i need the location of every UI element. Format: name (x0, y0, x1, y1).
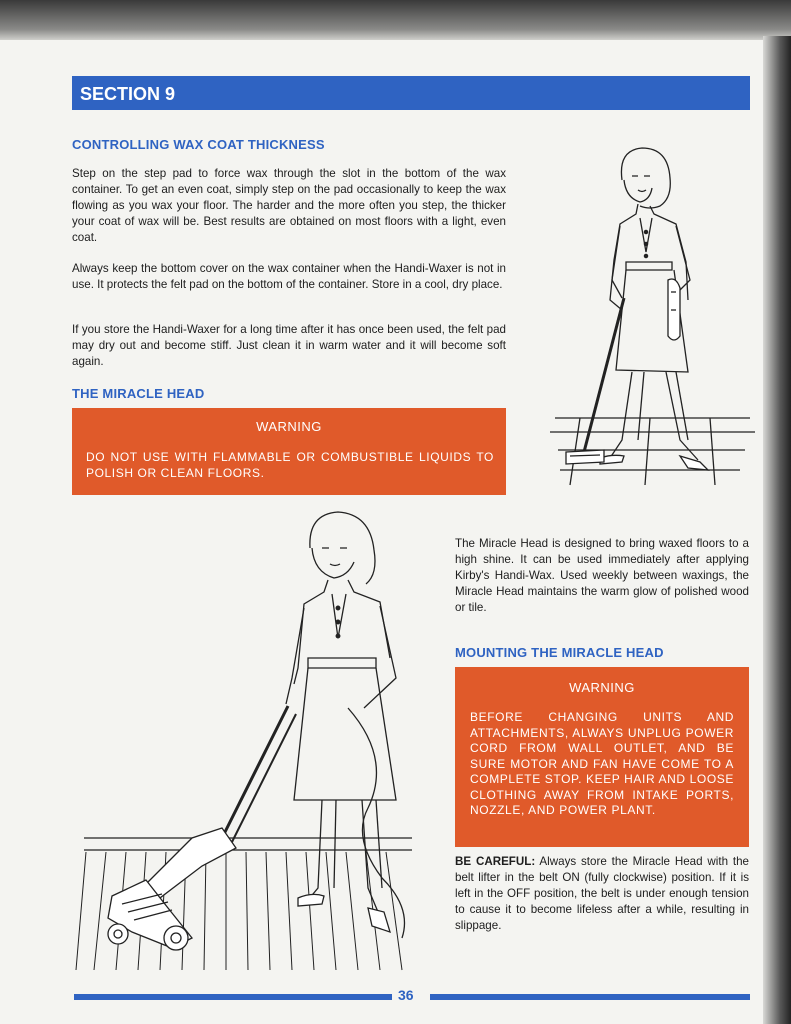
mounting-heading: MOUNTING THE MIRACLE HEAD (455, 645, 664, 660)
section-title: SECTION 9 (80, 84, 176, 104)
woman-vacuuming-illustration (72, 508, 417, 978)
section-header-bar (72, 76, 750, 110)
wax-coat-paragraph-3: If you store the Handi-Waxer for a long time after it has once been used, the felt pad may dry out and become stiff. Just clean it in warm water and it will become soft again. (72, 323, 506, 368)
warning-title: WARNING (569, 680, 635, 695)
wax-coat-paragraph-1: Step on the step pad to force wax through the slot in the bottom of the wax container. To get an even coat, simply step on the pad occasionally to keep the wax flowing as you wax your floor. The harder and the more often you step, the thicker your coat of wax will be. Best results are obtained on most floors with a light, even coat. (72, 167, 506, 244)
page-binding-shadow (763, 36, 791, 1024)
wax-coat-paragraph-2: Always keep the bottom cover on the wax container when the Handi-Waxer is not in use. It protects the felt pad on the bottom of the container. Store in a cool, dry place. (72, 262, 506, 291)
miracle-head-heading: THE MIRACLE HEAD (72, 386, 205, 401)
miracle-head-description: The Miracle Head is designed to bring waxed floors to a high shine. It can be used immediately after applying Kirby's Handi-Wax. Used weekly between waxings, the Miracle Head maintains the warm glow of polished wood or tile. (455, 537, 749, 614)
footer-rule-left (74, 994, 392, 1000)
warning-text: DO NOT USE WITH FLAMMABLE OR COMBUSTIBLE LIQUIDS TO POLISH OR CLEAN FLOORS. (86, 450, 494, 480)
footer-rule-right (430, 994, 750, 1000)
be-careful-text: Always store the Miracle Head with the belt lifter in the belt ON (fully clockwise) position. If it is left in the OFF position, the belt is under enough tension to cause it to become lifeless after a while, resulting in slippage. (455, 855, 749, 932)
unplug-warning-box (455, 667, 749, 847)
scan-top-shadow (0, 0, 791, 42)
be-careful-paragraph (455, 854, 749, 934)
wax-coat-heading: CONTROLLING WAX COAT THICKNESS (72, 137, 325, 152)
page-number: 36 (398, 987, 414, 1003)
woman-waxing-floor-illustration (540, 140, 760, 490)
warning-title: WARNING (256, 419, 322, 434)
flammable-warning-box (72, 408, 506, 495)
be-careful-label: BE CAREFUL: (455, 855, 536, 868)
warning-text: BEFORE CHANGING UNITS AND ATTACHMENTS, ALWAYS UNPLUG POWER CORD FROM WALL OUTLET, AND BE SURE MOTOR AND FAN HAVE COME TO A COMPLETE STOP. KEEP HAIR AND LOOSE CLOTHING AWAY FROM INTAKE PORTS, NOZZLE, AND POWER PLANT. (470, 710, 734, 817)
